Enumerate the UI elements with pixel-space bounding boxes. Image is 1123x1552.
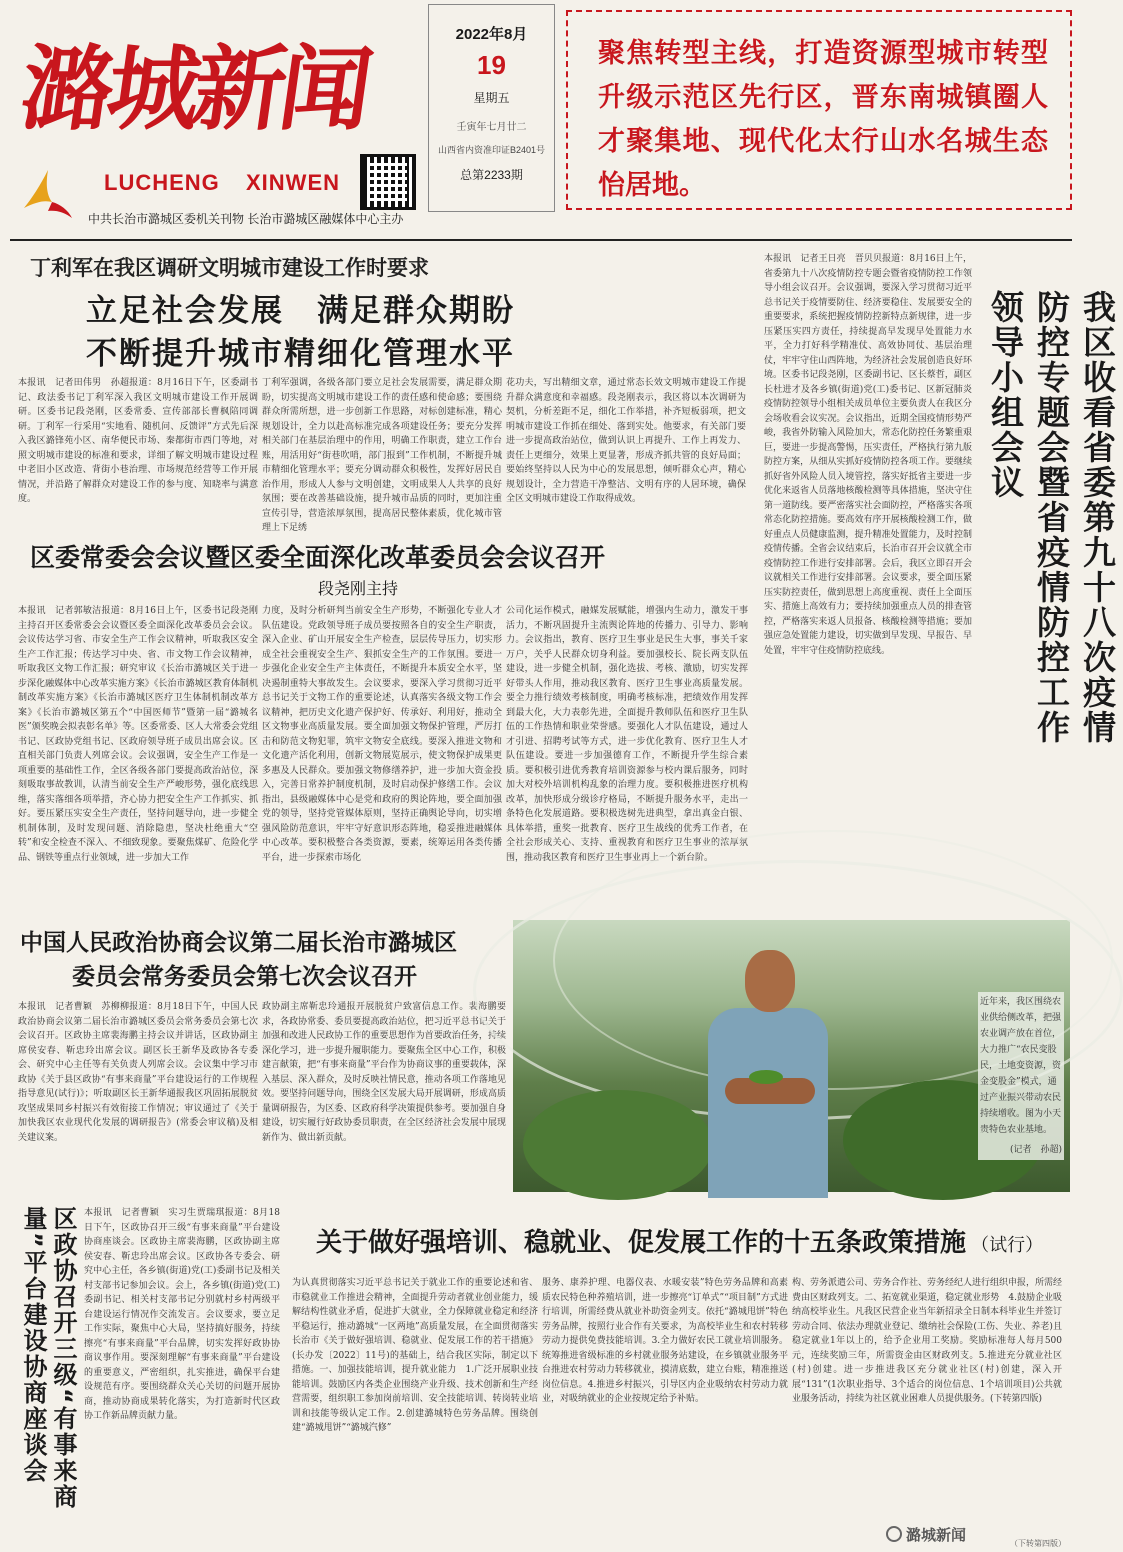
article6-col2: 服务、康养护理、电器仪表、水暖安装”特色劳务品牌和高素质农民特色种养殖培训，进一步擦亮“订单式”“项目制”方式进行培训，所需经费从就业补助资金列支。依托“潞城甩饼”特色劳务品牌，按照行业合作有关要求，为高校毕业生和农村转移劳动力提供免费技能培训。3.全力做好农民工就业培训服务。统筹推进省级标准的乡村就业服务站建设，在乡镇就业服务平台推进农村劳动力转移就业，摸清底数，建立台账，精准推送岗位信息。4.推进乡村振兴，引导区内企业吸纳农村劳动力就业，对吸纳就业的企业按规定给予补贴。 [542, 1278, 788, 1404]
slogan-box: 聚焦转型主线，打造资源型城市转型升级示范区先行区，晋东南城镇圈人才聚集地、现代化太行山水名城生态怡居地。 [566, 10, 1072, 210]
article5-col1: 本报讯 记者曹颖 实习生贾瑞琪报道：8月18日下午，区政协召开三级“有事来商量”平台建设协商座谈会。区政协主席裴海鹏，区政协副主席侯安春、靳忠玲出席会议。区政协各专委会、研究中心主任，各乡镇(街道)党(工)委副书记及相关村支部书记参加会议。会上，各乡镇(街道)党(工)委副书记、相关村支部书记分别就村乡村两级平台建设运行情况作交流发言。会议要求，要立足工作实际，聚焦中心大局，坚持搞好服务，持续擦亮“有事来商量”平台品牌，切实发挥好政协协商议事作用。要深刻理解“有事来商量”平台建设的重要意义，严密组织，扎实推进，确保平台建设规范有序。要围绕群众关心关切的问题开展协商，推动协商成果转化落实，为打造新时代区政协工作新品牌贡献力量。 [84, 1208, 280, 1421]
date-box [428, 4, 555, 212]
article2-col3: 公司化运作模式，融媒发展赋能，增强内生动力，激发干事活力，不断巩固提升主流舆论阵地的传播力、引导力、影响力。会议指出，教育、医疗卫生事业是民生大事，事关千家万户，关乎人民群众切身利益。要加强校长、院长两支队伍建设，进一步健全机制，强化选拔、考核、激励，切实发挥好带头人作用，推动我区教育、医疗卫生事业高质量发展。要全力推行绩效考核制度，明确考核标准，把绩效作用发挥到最大化，大力表彰先进，全面提升教师队伍和医疗卫生队伍的工作热情和职业荣誉感。要强化人才队伍建设，通过人才引进、招聘考试等方式，进一步优化教育、医疗卫生人才队伍建设。要进一步加强德育工作，不断提升学生综合素质。要积极引进优秀教育培训资源参与校内课后服务，同时加大对校外培训机构乱象的治理力度。要积极推进医疗机构改革，加快形成分级诊疗格局，不断提升服务水平，走出一条特色化发展道路。要积极选树先进典型，拿出真金白银、具体举措，重奖一批教育、医疗卫生战线的优秀工作者，在全社会形成关心、支持、重视教育和医疗卫生事业的浓厚氛围，推动我区教育和医疗卫生事业再上一个新台阶。 [506, 606, 748, 863]
article6-headline[interactable]: 关于做好强培训、稳就业、促发展工作的十五条政策措施 [316, 1228, 967, 1258]
watermark: 潞城新闻 [906, 1527, 967, 1544]
sponsor-line: 中共长治市潞城区委机关刊物 长治市潞城区融媒体中心主办 [88, 212, 404, 226]
article6-tag: （试行） [971, 1235, 1044, 1256]
photo-caption [978, 992, 1064, 1160]
date-weekday: 星期五 [473, 91, 510, 105]
article6-title-row [316, 1222, 1043, 1259]
registration-number: 山西省内资准印证B2401号 [437, 145, 546, 155]
article2-subhead: 段尧刚主持 [318, 579, 399, 598]
article1-col2: 丁利军强调，各级各部门要立足社会发展需要，满足群众期盼，切实提高文明城市建设工作的责任感和使命感；要围绕群众所需所想，进一步创新工作思路，对标创建标准，精心规划设计，全力以赴高标准完成各项建设任务；要充分发挥相关部门在基层治理中的作用，明确工作职责，建立工作台账，用活用好“街巷吹哨，部门报到”工作机制，不断提升城市精细化管理水平；要充分调动群众积极性，发挥好居民自治作用，形成人人参与文明创建，文明成果人人共享的良好氛围；要在改善基础设施，提升城市品质的同时，更加注重宣传引导，营造浓厚氛围，提高居民整体素质，优化城市管理上下足绣 [262, 378, 502, 533]
header-divider [10, 239, 1072, 241]
date-lunar: 壬寅年七月廿二 [456, 122, 527, 133]
article4-col2: 政协副主席靳忠玲通报开展脱贫户致富信息工作。裴海鹏要求，各政协常委、委员要提高政治站位，把习近平总书记关于加强和改进人民政协工作的重要思想作为首要政治任务，持续深化学习，进一步提升履职能力。要聚焦全区中心工作，积极建言献策，把“有事来商量”平台作为协商议事的重要载体，深入基层、深入群众，及时反映社情民意，推动各项工作落地见效。要坚持问题导向，围绕全区发展大局开展调研，形成高质量调研报告，为区委、区政府科学决策提供参考。要加强自身建设，切实履行好政协委员职责，在全区经济社会发展中展现新作为、做出新贡献。 [262, 1002, 506, 1143]
article5-headline[interactable]: 区政协召开三级“有事来商量”平台建设协商座谈会 [19, 1206, 77, 1510]
article6-page-ref[interactable]: （下转第四版） [1010, 1539, 1066, 1548]
wechat-icon [886, 1526, 902, 1542]
article1-col3: 花功夫，写出精细文章，通过常态长效文明城市建设工作提升群众满意度和幸福感。段尧刚表示，我区将以本次调研为契机，分析差距不足，细化工作举措，补齐短板弱项，把文明城市建设工作抓在细处、落到实处。他要求，有关部门要进一步提高政治站位，做到认识上再提升、工作上再发力、责任上更细分，效果上更显著，形成齐抓共管的良好局面；要始终坚持以人民为中心的发展思想，倾听群众心声，精心规划设计，全力营造干净整洁、文明有序的人居环境，确保全区文明城市建设工作取得成效。 [506, 378, 746, 504]
article3-col1: 本报讯 记者王日亮 晋贝贝报道：8月16日上午，省委第九十八次疫情防控专题会暨省疫情防控工作领导小组会议召开。会议强调，要深入学习贯彻习近平总书记关于疫情要防住、经济要稳住、发展要安全的重要要求，系统把握疫情防控新特点新规律，进一步压紧压实四方责任，持续提高早发现早处置能力水平，全力打好科学精准仗、高效协同仗、基层治理仗，牢牢守住山西阵地，为经济社会发展创造良好环境。区委书记段尧刚，区委副书记、区长蔡哲，副区长杜进才及各乡镇(街道)党(工)委书记、区新冠肺炎疫情防控领导小组相关成员单位主要负责人在我区分会场收看会议实况。会议指出，近期全国疫情形势严峻，我省外防输入风险加大，常态化防控任务繁重艰巨，要进一步提高警惕，压实责任，严格执行第九版防控方案，从细从实抓好疫情防控各项工作。要继续抓好省外风险人员入境管控，落实好抵省主要进一步优化来返省人员落地核酸检测等具体措施，坚决守住第一道防线。要严密落实社会面防控，严格落实各项常态化防控措施。要高效有序开展核酸检测工作，做好重点人员健康监测，提升精准处置能力，及时控制疫情传播。全省会议结束后，长治市召开会议就全市疫情防控工作进行安排部署。会后，我区立即召开会议就相关工作进行安排部署。会议要求，要全面压紧压实防控责任，做到思想上高度重视、责任上全面压实、措施上高效有力；要持续加强重点人员的排查管控，严格落实来返人员报备、核酸检测等措施；要加强应急处置能力建设，切实做到早发现、早报告、早处置，牢牢守住疫情防控底线。 [764, 254, 972, 656]
article3-headline[interactable]: 我区收看省委第九十八次疫情防控专题会暨省疫情防控工作领导小组会议 [986, 290, 1117, 745]
masthead-title: 潞城新闻 [14, 35, 374, 143]
pepper-icon [749, 1070, 783, 1084]
article1-headline-line2[interactable]: 不断提升城市精细化管理水平 [86, 336, 515, 372]
article6-col3: 构、劳务派遣公司、劳务合作社、劳务经纪人进行组织申报，所需经费由区财政列支。二、拓宽就业渠道，稳定就业形势 4.鼓励企业吸纳高校毕业生。凡我区民营企业当年新招录全日制本科毕业生并签订劳动合同、依法办理就业登记、缴纳社会保险(工伤、失业、养老)且稳定就业1年以上的，给予企业用工奖励。奖励标准每人每月500元，连续奖励三年，所需资金由区财政列支。5.推进充分就业社区(村)创建。进一步推进我区充分就业社区(村)创建，深入开展“131”(1次职业指导、3个适合的岗位信息、1个培训项目)公共就业服务活动，持续为社区就业困难人员提供服务。(下转第四版) [792, 1278, 1063, 1404]
article1-headline-line1[interactable]: 立足社会发展 满足群众期盼 [86, 293, 515, 329]
article1-col1: 本报讯 记者田伟男 孙超报道：8月16日下午，区委副书记、政法委书记丁利军深入我区文明城市建设工作开展调研。区委书记段尧刚，区委常委、宣传部部长曹枫陪同调研。丁利军一行采用“实地看、随机问、反馈评”方式先后深入我区潞锋苑小区、南华便民市场、秦都街市西门等地，对照文明城市建设的标准和要求，详细了解文明城市建设过程中老旧小区改造、背街小巷治理、市场规范经营等工作开展情况，并沿路了解群众对建设工作的参与度、知晓率与满意度。 [18, 378, 258, 504]
article2-col2: 力度，及时分析研判当前安全生产形势，不断强化专业人才队伍建设。党政领导班子成员要按照各自的安全生产职责，深入企业、矿山开展安全生产检查，层层传导压力，切实形成全社会重视安全生产、狠抓安全生产的工作氛围。要进一步强化企业安全生产主体责任，不断提升本质安全水平，坚决遏制重特大事故发生。会议要求，要深入学习贯彻习近平总书记关于文物工作的重要论述，认真落实各级文物工作会议精神，把历史文化遗产保护好、传承好、利用好，推动全区文物事业高质量发展。要全面加强文物保护管理，严厉打击和防范文物犯罪，筑牢文物安全底线。要深入推进文物和文化遗产活化利用，创新文物展览展示，使文物保护成果更多惠及人民群众。要加强文物修缮养护，进一步加大资金投入，完善日常养护制度机制，及时启动保护修缮工作。会议指出，县级融媒体中心是党和政府的舆论阵地，要全面加强党的领导，坚持党管媒体原则，坚持正确舆论导向，切实增强风险防范意识，牢牢守好意识形态阵地，稳妥推进融媒体中心改革。要积极整合各类资源，要素，统筹运用各类传播平台，进一步探索市场化 [262, 606, 502, 863]
pinyin-lucheng: LUCHENG [104, 170, 220, 195]
qr-code-icon[interactable] [360, 154, 416, 210]
article2-col1: 本报讯 记者郭敏洁报道：8月16日上午，区委书记段尧刚主持召开区委常委会会议暨区委全面深化改革委员会会议。会议传达学习省、市安全生产工作会议精神，听取我区安全生产工作汇报；传达学习中央、省、市文物工作会议精神，听取我区文物工作汇报；研究审议《长治市潞城区关于进一步深化融媒体中心改革实施方案》《长治市潞城区教育体制机制改革实施方案》《长治市潞城区医疗卫生体制机制改革方案》《长治市潞城区第五个“中国医师节”暨第一届“潞城名医”颁奖晚会拟表彰名单》等。区委常委、区人大常委会党组书记、区政协党组书记、区政府领导班子成员出席会议。区直相关部门负责人列席会议。会议强调，安全生产工作是一项重要的基础性工作，全区各级各部门要提高政治站位，深刻吸取事故教训，认清当前安全生产严峻形势，强化底线思维，落实落细各项举措，齐心协力把安全生产工作抓实、抓好。要压紧压实安全生产责任，坚持问题导向，进一步健全机制体制，及时发现问题、消除隐患，坚决杜绝重大“空转”和安全检查不深入、不细致现象。要聚焦煤矿、危险化学品、钢铁等重点行业领域，进一步加大工作 [18, 606, 258, 863]
article2-headline[interactable]: 区委常委会会议暨区委全面深化改革委员会会议召开 [30, 543, 606, 572]
plant-foliage [523, 1090, 713, 1200]
date-day: 19 [477, 50, 506, 80]
photo-caption-text: 近年来，我区围绕农业供给侧改革，把强农业调产放在首位，大力推广“农民变股民，土地变资源，资金变股金”模式，通过产业振兴带动农民持续增收。图为小天贵特色农业基地。 [980, 997, 1062, 1135]
article4-headline-line2[interactable]: 委员会常务委员会第七次会议召开 [72, 964, 417, 990]
issue-number: 总第2233期 [460, 168, 523, 182]
date-year-month: 2022年8月 [455, 26, 528, 43]
pinyin-xinwen: XINWEN [246, 170, 340, 195]
article6-col1: 为认真贯彻落实习近平总书记关于就业工作的重要论述和省、市稳就业工作推进会精神，全面提升劳动者就业创业能力，缓解结构性就业矛盾，促进扩大就业，全力保障就业稳定和经济平稳运行，推动潞城“一区两地”高质量发展，在全面贯彻落实长治市《关于做好强培训、稳就业、促发展工作的若干措施》(长办发〔2022〕11号)的基础上，结合我区实际，制定以下措施。一、加强技能培训，提升就业能力 1.广泛开展职业技能培训。鼓励区内各类企业围绕产业升级、技术创新和生产经营需要，组织职工参加岗前培训、安全技能培训、转岗转业培训和技能等级认定工作。2.创建潞城特色劳务品牌。围绕创建“潞城甩饼”“潞城汽修” [292, 1278, 538, 1433]
article4-headline-line1[interactable]: 中国人民政治协商会议第二届长治市潞城区 [20, 930, 457, 956]
article1-kicker[interactable]: 丁利军在我区调研文明城市建设工作时要求 [30, 256, 429, 280]
farmer-head [745, 950, 795, 1012]
photo-credit: (记者 孙超) [1009, 1145, 1062, 1155]
article4-col1: 本报讯 记者曹颖 苏柳柳报道：8月18日下午，中国人民政治协商会议第二届长治市潞城区委员会常务委员会第七次会议召开。区政协主席裴海鹏主持会议并讲话，区政协副主席侯安春、靳忠玲出席会议。副区长王新华及政协各专委会、研究中心主任等有关负责人列席会议。会议集中学习市政协《关于县区政协“有事来商量”平台建设运行的工作规程指导意见(试行)》；听取副区长王新华通报我区巩固拓展脱贫攻坚成果同乡村振兴有效衔接工作情况；审议通过了《关于加快我区农业现代化发展的调研报告》(常委会审议稿)及相关建议案。 [18, 1002, 258, 1143]
lucheng-logo-icon [18, 164, 78, 224]
